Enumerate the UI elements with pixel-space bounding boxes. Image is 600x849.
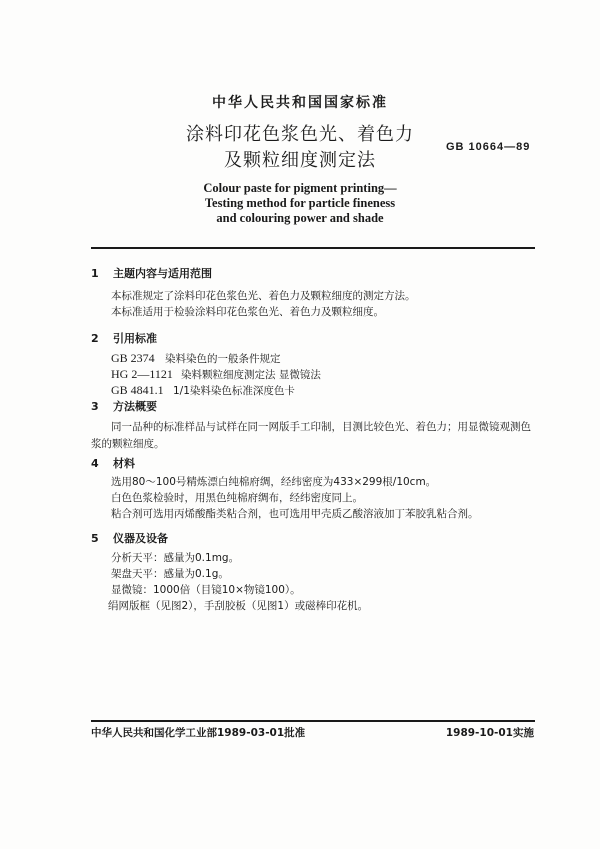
section-3-heading: 3 方法概要 bbox=[91, 400, 157, 413]
header-divider bbox=[91, 247, 535, 249]
section-4-heading: 4 材料 bbox=[91, 457, 135, 470]
implementation-date: 1989-10-01实施 bbox=[445, 727, 534, 739]
reference-item: HG 2—1121 染料颗粒细度测定法 显微镜法 bbox=[111, 367, 321, 381]
title-cn-line2: 及颗粒细度测定法 bbox=[224, 150, 376, 171]
standard-number: GB 10664—89 bbox=[446, 141, 531, 153]
section-2-heading: 2 引用标准 bbox=[91, 332, 157, 345]
title-cn-line1: 涂料印花色浆色光、着色力 bbox=[186, 124, 414, 145]
footer-divider bbox=[91, 720, 535, 722]
national-standard-label: 中华人民共和国国家标准 bbox=[212, 95, 388, 111]
section-5-para-4: 绢网版框（见图2），手刮胶板（见图1）或磁棒印花机。 bbox=[108, 600, 369, 612]
title-en-line1: Colour paste for pigment printing— bbox=[203, 181, 397, 195]
reference-item: GB 4841.1 1/1染料染色标准深度色卡 bbox=[111, 383, 295, 397]
title-en-line3: and colouring power and shade bbox=[216, 211, 384, 225]
section-1-para-1: 本标准规定了涂料印花色浆色光、着色力及颗粒细度的测定方法。 bbox=[111, 290, 416, 302]
section-5-para-3: 显微镜：1000倍（目镜10×物镜100）。 bbox=[111, 584, 301, 596]
approval-statement: 中华人民共和国化学工业部1989-03-01批准 bbox=[91, 727, 306, 739]
document-title-en bbox=[150, 181, 450, 226]
section-1-heading: 1 主题内容与适用范围 bbox=[91, 267, 212, 280]
section-3-para-1: 同一品种的标准样品与试样在同一网版手工印制，目测比较色光、着色力；用显微镜观测色浆的颗粒细度。 bbox=[91, 421, 531, 450]
section-1-para-2: 本标准适用于检验涂料印花色浆色光、着色力及颗粒细度。 bbox=[111, 306, 384, 318]
section-5-para-2: 架盘天平：感量为0.1g。 bbox=[111, 568, 229, 580]
section-4-para-1: 选用80～100号精炼漂白纯棉府绸，经纬密度为433×299根/10cm。 bbox=[111, 476, 437, 488]
section-5-para-1: 分析天平：感量为0.1mg。 bbox=[111, 552, 240, 564]
document-title-cn bbox=[150, 122, 450, 174]
section-4-para-2: 白色色浆检验时，用黑色纯棉府绸布，经纬密度同上。 bbox=[111, 492, 363, 504]
section-4-para-3: 粘合剂可选用丙烯酸酯类粘合剂，也可选用甲壳质乙酸溶液加丁苯胶乳粘合剂。 bbox=[111, 508, 479, 520]
section-5-heading: 5 仪器及设备 bbox=[91, 532, 168, 545]
title-en-line2: Testing method for particle fineness bbox=[204, 196, 396, 210]
reference-item: GB 2374 染料染色的一般条件规定 bbox=[111, 351, 281, 365]
